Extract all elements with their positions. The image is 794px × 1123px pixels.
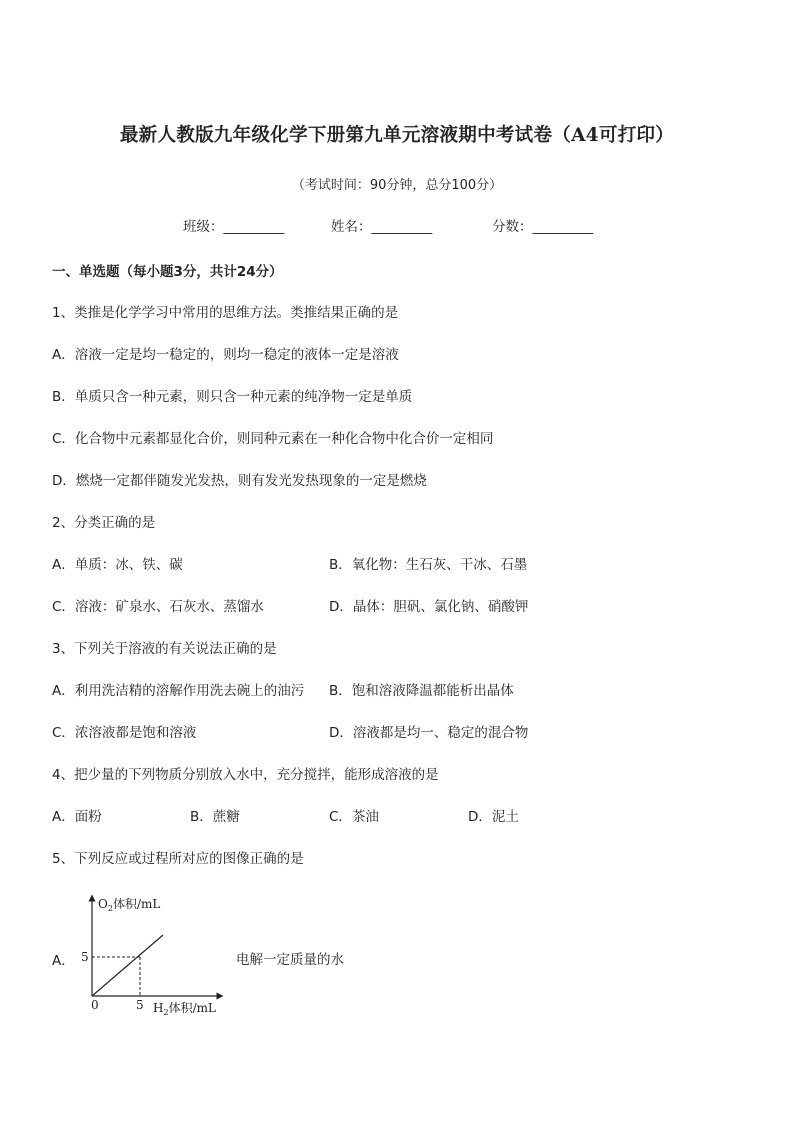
question-3-option-a: A．利用洗洁精的溶解作用洗去碗上的油污 [52,683,305,699]
question-3-option-c: C．浓溶液都是饱和溶液 [52,725,197,741]
question-4-option-b: B．蔗糖 [190,809,240,825]
x-axis-label: $H_2$体积/mL [153,1001,216,1017]
question-1-option-d: D．燃烧一定都伴随发光发热，则有发光发热现象的一定是燃烧 [52,473,427,489]
score-field [492,215,593,235]
y-axis-label: $O_2$体积/mL [98,897,161,913]
section-heading: 一、单选题（每小题3分，共计24分） [52,264,283,280]
y-tick-label: 5 [81,950,89,964]
question-5-stem: 5、下列反应或过程所对应的图像正确的是 [52,851,304,867]
question-3-stem: 3、下列关于溶液的有关说法正确的是 [52,641,277,657]
score-label: 分数： [492,219,533,235]
x-tick-label: 5 [136,998,144,1012]
name-field [331,215,432,235]
question-2-option-b: B．氧化物：生石灰、干冰、石墨 [329,557,528,573]
question-2-option-a: A．单质：冰、铁、碳 [52,557,183,573]
exam-subtitle: （考试时间：90分钟，总分100分） [291,178,503,193]
question-4-option-a: A．面粉 [52,809,102,825]
score-blank: _________ [532,219,594,235]
question-4-option-d: D．泥土 [468,809,519,825]
origin-label: 0 [91,998,99,1012]
question-1-option-b: B．单质只含一种元素，则只含一种元素的纯净物一定是单质 [52,389,413,405]
question-2-stem: 2、分类正确的是 [52,515,156,531]
question-1-stem: 1、类推是化学学习中常用的思维方法。类推结果正确的是 [52,305,399,321]
question-5-option-a-marker: A． [52,953,75,969]
class-field [183,215,284,235]
question-1-option-a: A．溶液一定是均一稳定的，则均一稳定的液体一定是溶液 [52,347,399,363]
name-blank: _________ [371,219,433,235]
question-2-option-c: C．溶液：矿泉水、石灰水、蒸馏水 [52,599,264,615]
question-4-stem: 4、把少量的下列物质分别放入水中，充分搅拌，能形成溶液的是 [52,767,439,783]
volume-line [92,935,163,996]
page-title: 最新人教版九年级化学下册第九单元溶液期中考试卷（A4可打印） [119,125,675,146]
name-label: 姓名： [331,219,372,235]
question-1-option-c: C．化合物中元素都显化合价，则同种元素在一种化合物中化合价一定相同 [52,431,494,447]
class-label: 班级： [183,219,224,235]
question-4-option-c: C．茶油 [329,809,379,825]
class-blank: _________ [223,219,285,235]
question-3-option-d: D．溶液都是均一、稳定的混合物 [329,725,529,741]
electrolysis-volume-graph [60,890,250,1025]
question-3-option-b: B．饱和溶液降温都能析出晶体 [329,683,514,699]
question-5-option-a-caption: 电解一定质量的水 [236,952,344,968]
question-2-option-d: D．晶体：胆矾、氯化钠、硝酸钾 [329,599,529,615]
